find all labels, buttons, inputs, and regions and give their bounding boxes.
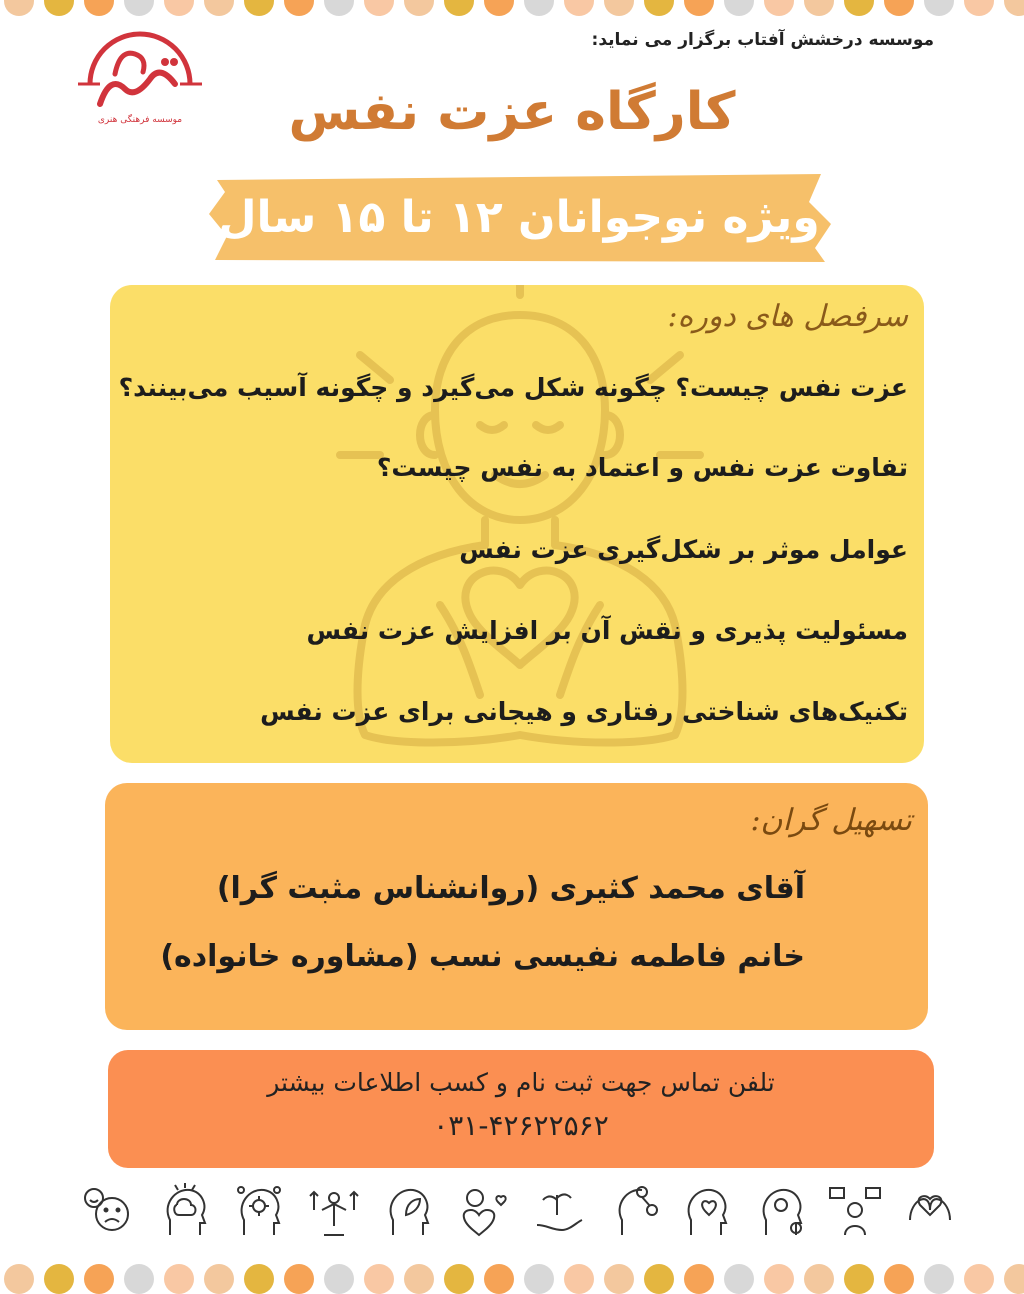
leaf-head-icon bbox=[378, 1180, 438, 1240]
border-dot bbox=[284, 1264, 314, 1294]
growth-person-icon bbox=[304, 1180, 364, 1240]
border-dot bbox=[764, 0, 794, 16]
facilitator-1: آقای محمد کثیری (روانشناس مثبت گرا) bbox=[216, 871, 805, 906]
page-title: کارگاه عزت نفس bbox=[288, 82, 736, 142]
border-dot bbox=[84, 1264, 114, 1294]
organizer-text: موسسه درخشش آفتاب برگزار می نماید: bbox=[591, 30, 934, 50]
border-dot bbox=[884, 0, 914, 16]
contact-label: تلفن تماس جهت ثبت نام و کسب اطلاعات بیشتر bbox=[267, 1068, 775, 1097]
border-dot bbox=[244, 1264, 274, 1294]
age-banner-text: ویژه نوجوانان ۱۲ تا ۱۵ سال bbox=[218, 192, 820, 243]
phone-number[interactable]: ۰۳۱-۴۲۶۲۲۵۶۲ bbox=[433, 1109, 609, 1142]
border-dot bbox=[124, 1264, 154, 1294]
border-dot bbox=[284, 0, 314, 16]
border-dot bbox=[484, 0, 514, 16]
border-dot bbox=[524, 0, 554, 16]
topic-item-4: مسئولیت پذیری و نقش آن بر افزایش عزت نفس bbox=[306, 616, 908, 645]
border-dot bbox=[924, 1264, 954, 1294]
topic-item-2: تفاوت عزت نفس و اعتماد به نفس چیست؟ bbox=[376, 453, 908, 482]
border-dot bbox=[524, 1264, 554, 1294]
contact-card bbox=[108, 1050, 934, 1168]
border-dot bbox=[324, 1264, 354, 1294]
border-dot bbox=[804, 0, 834, 16]
topic-item-3: عوامل موثر بر شکل‌گیری عزت نفس bbox=[459, 535, 908, 564]
facilitator-2: خانم فاطمه نفیسی نسب (مشاوره خانواده) bbox=[160, 939, 805, 974]
border-dot bbox=[484, 1264, 514, 1294]
facilitators-heading: تسهیل گران: bbox=[750, 803, 912, 838]
icons-row bbox=[80, 1180, 960, 1250]
border-dot bbox=[684, 0, 714, 16]
border-dot bbox=[764, 1264, 794, 1294]
hearts-circle-icon bbox=[453, 1180, 513, 1240]
logo-tagline: موسسه فرهنگی هنری bbox=[97, 115, 183, 125]
gear-head-icon bbox=[229, 1180, 289, 1240]
border-dot bbox=[804, 1264, 834, 1294]
hand-plant-icon bbox=[527, 1180, 587, 1240]
border-dot bbox=[844, 1264, 874, 1294]
border-dot bbox=[564, 0, 594, 16]
topics-heading: سرفصل های دوره: bbox=[667, 299, 908, 334]
border-dot bbox=[244, 0, 274, 16]
topic-item-1: عزت نفس چیست؟ چگونه شکل می‌گیرد و چگونه آسیب می‌بینند؟ bbox=[118, 373, 908, 402]
topic-item-5: تکنیک‌های شناختی رفتاری و هیجانی برای عزت نفس bbox=[260, 697, 908, 726]
team-ideas-icon bbox=[825, 1180, 885, 1240]
emotion-head-icon bbox=[751, 1180, 811, 1240]
border-dot bbox=[964, 0, 994, 16]
border-dot bbox=[1004, 0, 1024, 16]
border-dot bbox=[444, 1264, 474, 1294]
topics-card bbox=[110, 285, 924, 763]
facilitators-card bbox=[105, 783, 928, 1030]
border-dot bbox=[164, 1264, 194, 1294]
border-dot bbox=[4, 1264, 34, 1294]
border-dot bbox=[404, 1264, 434, 1294]
border-dot bbox=[924, 0, 954, 16]
border-dot bbox=[1004, 1264, 1024, 1294]
border-dot bbox=[604, 1264, 634, 1294]
border-dot bbox=[404, 0, 434, 16]
border-dot bbox=[364, 0, 394, 16]
border-dot bbox=[724, 0, 754, 16]
head-heart-icon bbox=[676, 1180, 736, 1240]
border-dot bbox=[604, 0, 634, 16]
border-dot bbox=[684, 1264, 714, 1294]
border-dot bbox=[204, 1264, 234, 1294]
border-dot bbox=[644, 1264, 674, 1294]
brain-head-icon bbox=[155, 1180, 215, 1240]
border-dot bbox=[444, 0, 474, 16]
border-dot bbox=[724, 1264, 754, 1294]
hug-heart-icon bbox=[900, 1180, 960, 1240]
border-dot bbox=[884, 1264, 914, 1294]
self-love-person-icon bbox=[300, 285, 740, 763]
border-dot bbox=[964, 1264, 994, 1294]
border-dot bbox=[564, 1264, 594, 1294]
border-dot bbox=[644, 0, 674, 16]
border-dot bbox=[844, 0, 874, 16]
border-dot bbox=[324, 0, 354, 16]
border-dot bbox=[4, 0, 34, 16]
mind-connections-icon bbox=[602, 1180, 662, 1240]
emotion-faces-icon bbox=[80, 1180, 140, 1240]
bottom-dot-border bbox=[0, 1264, 1024, 1294]
border-dot bbox=[44, 1264, 74, 1294]
border-dot bbox=[364, 1264, 394, 1294]
